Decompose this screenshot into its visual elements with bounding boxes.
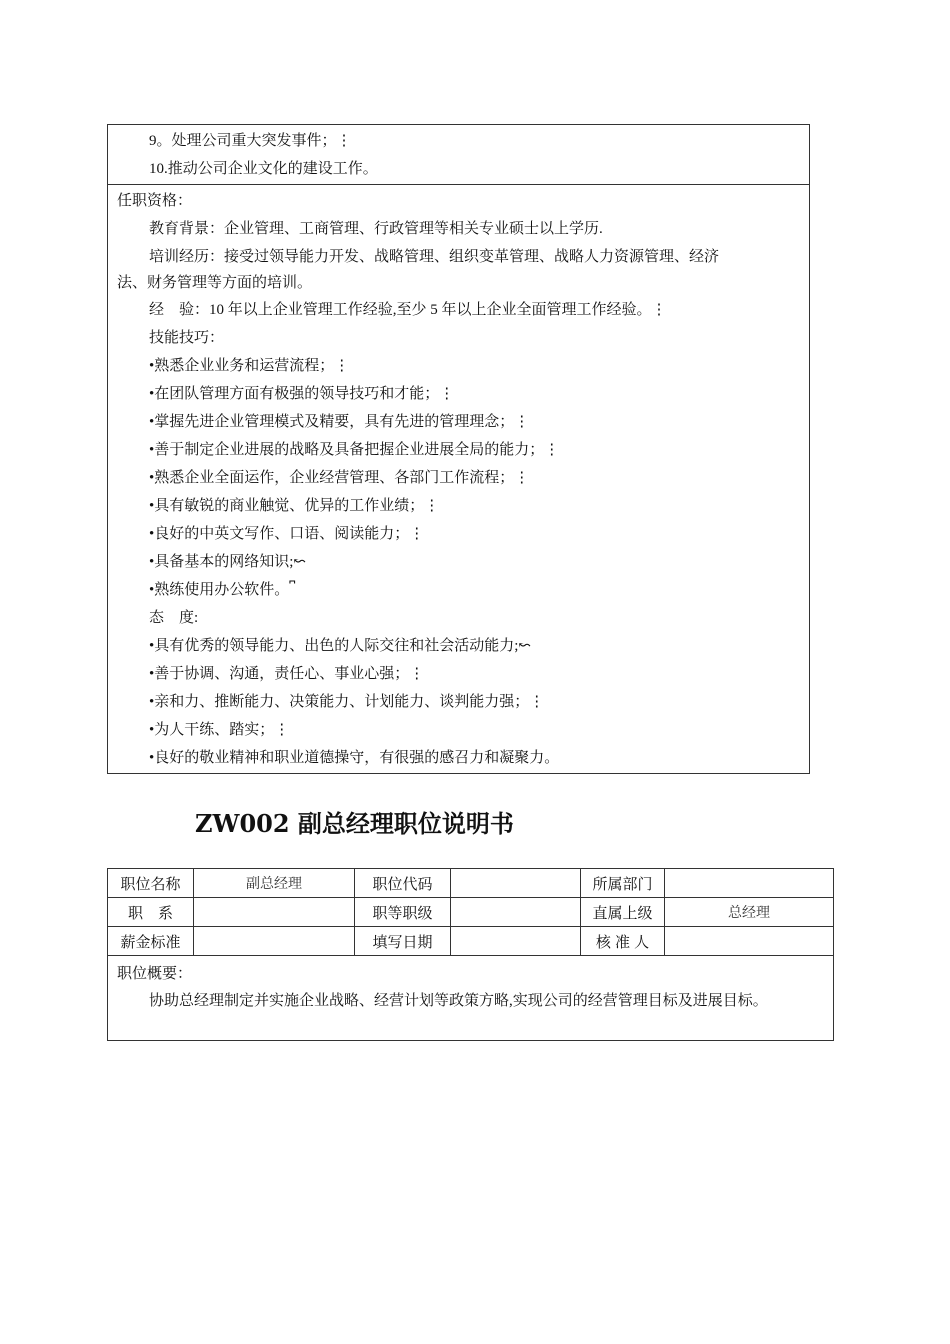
label-position-code: 职位代码 — [355, 869, 451, 898]
table-row — [108, 869, 834, 898]
skill-item: •良好的中英文写作、口语、阅读能力；⋮ — [149, 526, 425, 542]
value-direct-supervisor: 总经理 — [665, 898, 834, 927]
qualification-heading: 任职资格： — [117, 192, 193, 209]
table-row — [108, 956, 834, 1041]
summary-body: 协助总经理制定并实施企业战略、经营计划等政策方略,实现公司的经营管理目标及进展目标。 — [149, 993, 768, 1009]
skill-item: •在团队管理方面有极强的领导技巧和才能；⋮ — [149, 386, 455, 402]
attitude-item: •为人干练、踏实；⋮ — [149, 722, 290, 738]
skill-item: •熟练使用办公软件。⎴ — [149, 582, 296, 598]
value-grade-level — [451, 898, 581, 927]
education-line: 教育背景：企业管理、工商管理、行政管理等相关专业硕士以上学历. — [149, 221, 603, 237]
skill-item: •掌握先进企业管理模式及精要，具有先进的管理理念；⋮ — [149, 414, 530, 430]
duty-item-10: 10.推动公司企业文化的建设工作。 — [149, 161, 378, 177]
value-department — [665, 869, 834, 898]
value-job-family — [194, 898, 355, 927]
label-direct-supervisor: 直属上级 — [581, 898, 665, 927]
experience-line: 经 验：10 年以上企业管理工作经验,至少 5 年以上企业全面管理工作经验。⋮ — [149, 302, 667, 318]
attitude-item: •亲和力、推断能力、决策能力、计划能力、谈判能力强；⋮ — [149, 694, 545, 710]
label-approver: 核 准 人 — [581, 927, 665, 956]
attitude-item: •善于协调、沟通，责任心、事业心强；⋮ — [149, 666, 425, 682]
value-position-code — [451, 869, 581, 898]
attitude-item: •良好的敬业精神和职业道德操守，有很强的感召力和凝聚力。 — [149, 750, 560, 766]
value-position-name: 副总经理 — [194, 869, 355, 898]
value-salary-standard — [194, 927, 355, 956]
label-fill-date: 填写日期 — [355, 927, 451, 956]
duty-item-9: 9。处理公司重大突发事件；⋮ — [149, 133, 352, 149]
label-department: 所属部门 — [581, 869, 665, 898]
job-info-table — [107, 868, 834, 1041]
qualification-box — [107, 124, 810, 774]
skills-heading: 技能技巧： — [149, 330, 225, 346]
training-line-1: 培训经历：接受过领导能力开发、战略管理、组织变革管理、战略人力资源管理、经济 — [149, 249, 720, 265]
value-fill-date — [451, 927, 581, 956]
table-row — [108, 898, 834, 927]
label-salary-standard: 薪金标准 — [108, 927, 194, 956]
skill-item: •熟悉企业业务和运营流程；⋮ — [149, 358, 350, 374]
label-position-name: 职位名称 — [108, 869, 194, 898]
skill-item: •具有敏锐的商业触觉、优异的工作业绩；⋮ — [149, 498, 440, 514]
skill-item: •具备基本的网络知识;↜ — [149, 554, 306, 570]
value-approver — [665, 927, 834, 956]
table-row — [108, 927, 834, 956]
section-divider — [108, 184, 809, 185]
training-line-2: 法、财务管理等方面的培训。 — [117, 275, 313, 291]
label-grade-level: 职等职级 — [355, 898, 451, 927]
skill-item: •善于制定企业进展的战略及具备把握企业进展全局的能力；⋮ — [149, 442, 560, 458]
summary-heading: 职位概要： — [117, 965, 193, 982]
skill-item: •熟悉企业全面运作，企业经营管理、各部门工作流程；⋮ — [149, 470, 530, 486]
attitude-item: •具有优秀的领导能力、出色的人际交往和社会活动能力;↜ — [149, 638, 531, 654]
position-summary-cell — [108, 956, 834, 1041]
section-title: ZW002 副总经理职位说明书 — [195, 809, 514, 838]
label-job-family: 职 系 — [108, 898, 194, 927]
attitude-heading: 态 度: — [149, 610, 199, 626]
